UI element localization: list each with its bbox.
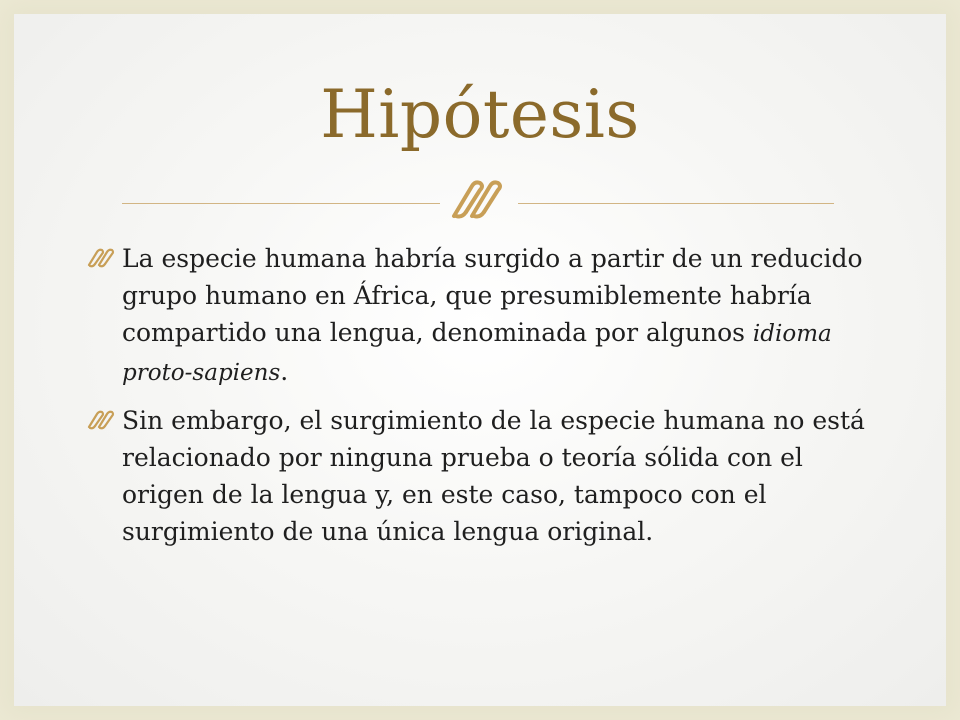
double-scroll-bullet-icon: [86, 410, 116, 430]
bullet-italic-term: idioma proto-sapiens: [122, 321, 832, 386]
slide-title: Hipótesis: [320, 76, 640, 153]
bullet-item: [86, 240, 886, 392]
title-divider-left: [122, 203, 440, 204]
title-divider-right: [518, 203, 834, 204]
double-scroll-ornament-icon: [446, 178, 514, 222]
double-scroll-bullet-icon: [86, 248, 116, 268]
bullet-list: [86, 240, 886, 550]
bullet-end: .: [280, 357, 289, 386]
bullet-item: [86, 402, 886, 550]
bullet-text: Sin embargo, el surgimiento de la especie humana no está relacionado por ninguna prueba o teoría sólida con el origen de la lengua y, en este caso, tampoco con el surgimiento de una única lengua original.: [122, 406, 865, 546]
bullet-text: La especie humana habría surgido a partir de un reducido grupo humano en África, que presumiblemente habría compartido una lengua, denominada por algunos: [122, 244, 863, 347]
